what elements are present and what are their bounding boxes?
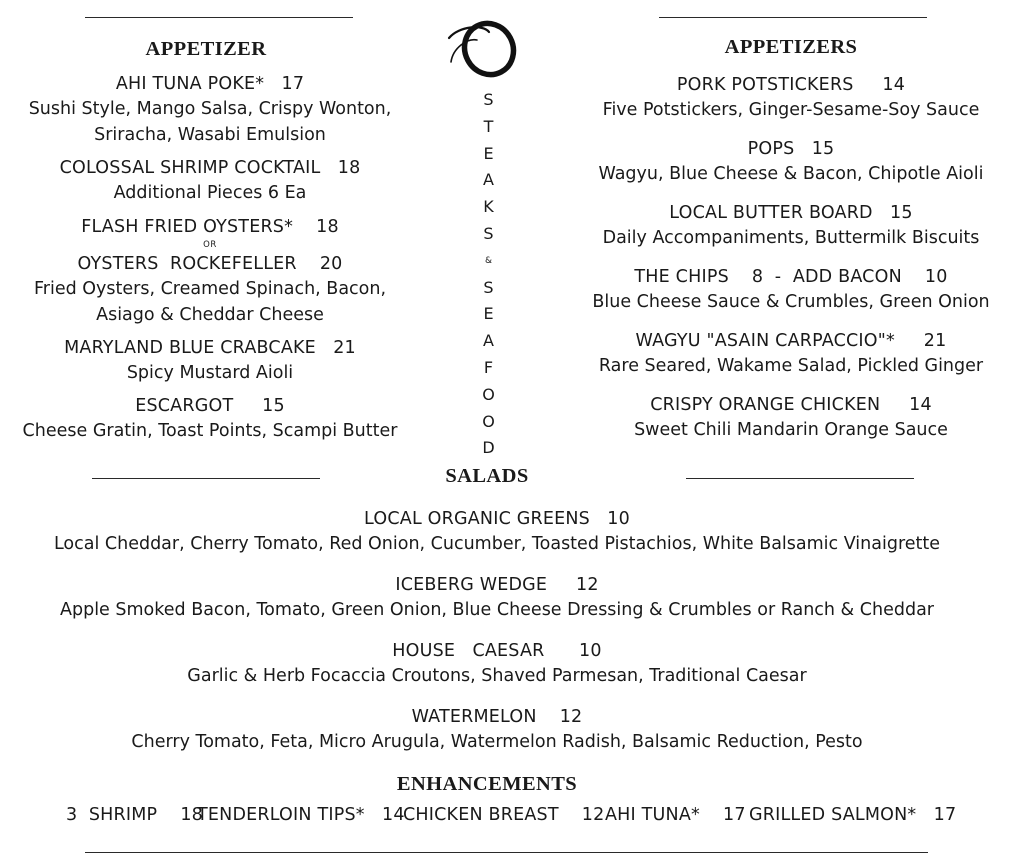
menu-item <box>585 265 997 315</box>
item-name: THE CHIPS 8 - ADD BACON 10 <box>634 267 948 287</box>
tagline-letter: O <box>482 384 496 404</box>
vertical-tagline <box>478 87 500 462</box>
bottom-rule <box>85 852 928 853</box>
tagline-letter: E <box>483 304 495 324</box>
item-desc: Daily Accompaniments, Buttermilk Biscuits <box>602 228 980 248</box>
menu-item <box>10 72 410 148</box>
left-heading: APPETIZER <box>145 38 267 60</box>
left-appetizer-list <box>10 72 410 444</box>
item-desc: Cherry Tomato, Feta, Micro Arugula, Watermelon Radish, Balsamic Reduction, Pesto <box>131 732 863 752</box>
menu-item <box>585 73 997 123</box>
item-name: HOUSE CAESAR 10 <box>392 641 602 661</box>
menu-item <box>10 639 984 689</box>
item-name: AHI TUNA POKE* 17 <box>115 74 305 94</box>
or-separator: OR <box>203 240 217 250</box>
item-name: ICEBERG WEDGE 12 <box>395 575 599 595</box>
tagline-letter: F <box>483 357 495 377</box>
salads-heading: SALADS <box>445 465 529 487</box>
tagline-letter: E <box>483 143 495 163</box>
salads-right-rule <box>686 478 914 479</box>
top-left-rule <box>85 17 353 18</box>
menu-item <box>10 336 410 386</box>
item-desc: Spicy Mustard Aioli <box>126 363 294 383</box>
tagline-letter: K <box>483 197 495 217</box>
item-desc: Asiago & Cheddar Cheese <box>96 305 324 325</box>
item-desc: Local Cheddar, Cherry Tomato, Red Onion, Cucumber, Toasted Pistachios, White Balsamic Vinaigrette <box>53 534 941 554</box>
salads-list <box>10 507 984 755</box>
enhancements-row <box>0 803 1012 829</box>
enhancement-item: GRILLED SALMON* 17 <box>749 805 957 825</box>
tagline-letter: A <box>483 170 495 190</box>
item-name: OYSTERS ROCKEFELLER 20 <box>77 254 343 274</box>
tagline-letter: O <box>482 411 496 431</box>
item-name: LOCAL ORGANIC GREENS 10 <box>364 509 630 529</box>
item-name: CRISPY ORANGE CHICKEN 14 <box>650 395 932 415</box>
item-name: WAGYU "ASAIN CARPACCIO"* 21 <box>635 331 947 351</box>
item-desc: Fried Oysters, Creamed Spinach, Bacon, <box>33 279 387 299</box>
menu-item <box>10 215 410 328</box>
item-name: COLOSSAL SHRIMP COCKTAIL 18 <box>59 158 361 178</box>
item-desc: Blue Cheese Sauce & Crumbles, Green Onion <box>592 292 990 312</box>
menu-item <box>585 201 997 251</box>
enhancement-item: AHI TUNA* 17 <box>605 805 746 825</box>
tagline-letter: A <box>483 331 495 351</box>
item-desc: Garlic & Herb Focaccia Croutons, Shaved Parmesan, Traditional Caesar <box>187 666 807 686</box>
menu-item <box>585 137 997 187</box>
tagline-letter: S <box>483 277 495 297</box>
item-desc: Additional Pieces 6 Ea <box>113 183 307 203</box>
enhancement-item: TENDERLOIN TIPS* 14 <box>197 805 405 825</box>
item-desc: Sweet Chili Mandarin Orange Sauce <box>634 420 948 440</box>
item-desc: Apple Smoked Bacon, Tomato, Green Onion, Blue Cheese Dressing & Crumbles or Ranch & Cheddar <box>60 600 934 620</box>
menu-item <box>10 394 410 444</box>
item-desc: Wagyu, Blue Cheese & Bacon, Chipotle Aioli <box>598 164 984 184</box>
tagline-letter: D <box>482 438 496 458</box>
menu-item <box>585 329 997 379</box>
item-name: LOCAL BUTTER BOARD 15 <box>669 203 913 223</box>
enhancement-item: CHICKEN BREAST 12 <box>403 805 605 825</box>
item-desc: Sushi Style, Mango Salsa, Crispy Wonton, <box>28 99 392 119</box>
item-desc: Sriracha, Wasabi Emulsion <box>94 125 326 145</box>
right-appetizer-list <box>585 73 997 443</box>
enhancement-item: 3 SHRIMP 18 <box>66 805 204 825</box>
enhancements-heading: ENHANCEMENTS <box>396 773 578 795</box>
item-name: WATERMELON 12 <box>411 707 583 727</box>
menu-item <box>585 393 997 443</box>
tagline-ampersand: & <box>484 255 494 266</box>
menu-item <box>10 156 410 206</box>
tagline-letter: S <box>483 223 495 243</box>
item-name: ESCARGOT 15 <box>135 396 285 416</box>
right-heading: APPETIZERS <box>724 36 858 58</box>
tagline-letter: S <box>483 90 495 109</box>
salads-left-rule <box>92 478 320 479</box>
item-desc: Five Potstickers, Ginger-Sesame-Soy Sauce <box>602 100 980 120</box>
item-name: MARYLAND BLUE CRABCAKE 21 <box>64 338 356 358</box>
menu-item <box>10 705 984 755</box>
restaurant-logo <box>437 18 533 80</box>
item-name: POPS 15 <box>747 139 835 159</box>
tagline-letter: T <box>483 116 495 136</box>
item-desc: Cheese Gratin, Toast Points, Scampi Butter <box>22 421 398 441</box>
item-desc: Rare Seared, Wakame Salad, Pickled Ginger <box>598 356 984 376</box>
item-name: PORK POTSTICKERS 14 <box>676 75 906 95</box>
menu-item <box>10 573 984 623</box>
top-right-rule <box>659 17 927 18</box>
logo-letter: O <box>437 18 438 19</box>
menu-item <box>10 507 984 557</box>
item-name: FLASH FRIED OYSTERS* 18 <box>81 217 339 237</box>
